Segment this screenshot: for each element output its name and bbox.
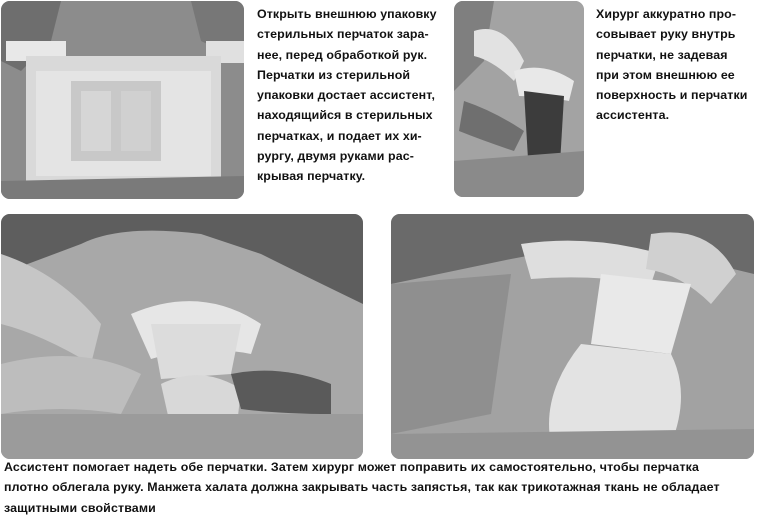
text-line: Открыть внешнюю упаковку bbox=[257, 7, 437, 21]
caption-line: защитными свойствами bbox=[4, 500, 156, 515]
text-line: перчатки, не задевая bbox=[596, 47, 728, 62]
text-line: поверхность и перчатки bbox=[596, 88, 748, 103]
photo-assistant-gloving bbox=[1, 214, 363, 459]
caption-line: плотно облегала руку. Манжета халата должна закрывать часть запястья, так как трикотажная ткань не обладает bbox=[4, 480, 720, 495]
photo-glove-package bbox=[1, 1, 244, 199]
text-line: при этом внешнюю ее bbox=[596, 67, 735, 82]
step2-text bbox=[596, 4, 760, 126]
text-line: Перчатки из стерильной bbox=[257, 67, 411, 82]
text-line: нее, перед обработкой рук. bbox=[257, 47, 428, 62]
text-line: совывает руку внутрь bbox=[596, 27, 736, 42]
caption bbox=[4, 457, 766, 518]
text-line: перчатках, и подает их хи- bbox=[257, 128, 422, 143]
text-line: находящийся в стерильных bbox=[257, 108, 433, 123]
text-line: стерильных перчаток зара- bbox=[257, 27, 429, 42]
photo-glove-fitting bbox=[391, 214, 754, 459]
text-line: упаковки достает ассистент, bbox=[257, 88, 436, 103]
caption-line: Ассистент помогает надеть обе перчатки. Затем хирург может поправить их самостоятельно, чтобы перчатка bbox=[4, 460, 700, 474]
text-line: Хирург аккуратно про- bbox=[596, 7, 737, 21]
text-line: крывая перчатку. bbox=[257, 169, 366, 184]
step1-paragraph1 bbox=[257, 4, 441, 65]
text-line: ассистента. bbox=[596, 108, 670, 123]
step1-text bbox=[257, 4, 441, 187]
step1-paragraph2 bbox=[257, 65, 441, 187]
text-line: рургу, двумя руками рас- bbox=[257, 149, 414, 164]
photo-hand-insertion bbox=[454, 1, 584, 197]
